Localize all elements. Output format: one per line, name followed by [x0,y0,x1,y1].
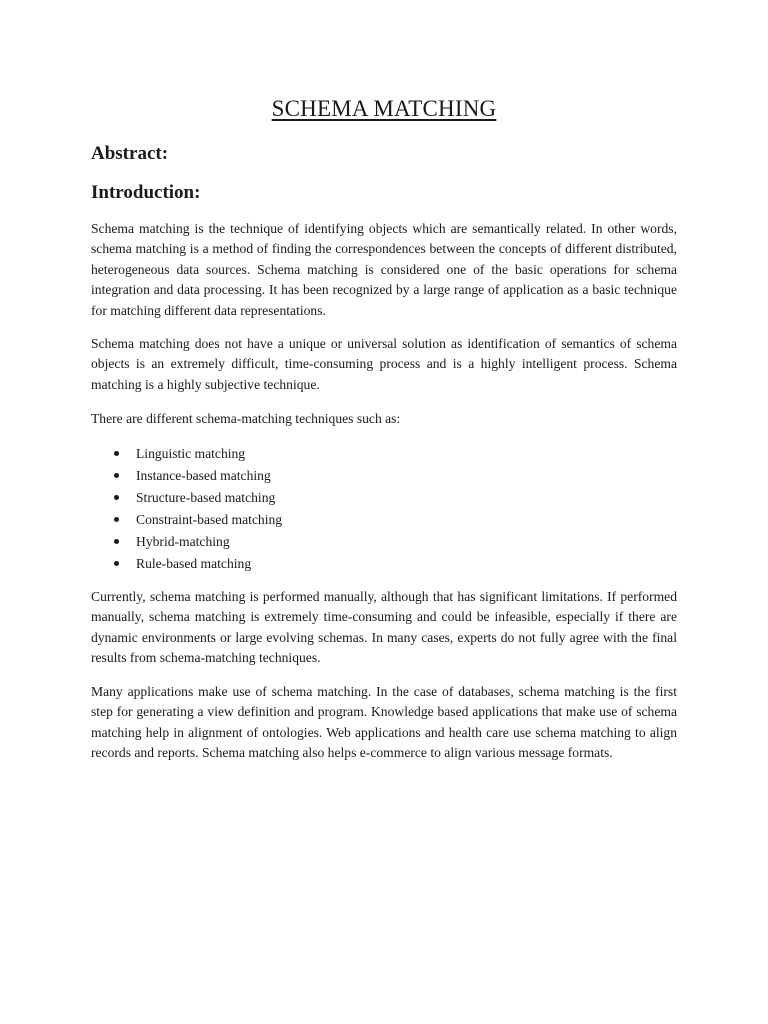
document-title: SCHEMA MATCHING [271,96,497,121]
list-item-text: Structure-based matching [136,489,276,505]
list-item-text: Hybrid-matching [136,533,230,549]
list-item [91,443,677,465]
bullet-icon [114,473,119,478]
list-item [91,531,677,553]
limitations-paragraph: Currently, schema matching is performed manually, although that has significant limitations. If performed manually, schema matching is extremely time-consuming and could be infeasible, especially if there are dynamic environments or large evolving schemas. In many cases, experts do not fully agree with the final results from schema-matching techniques. [91,589,677,666]
techniques-list [91,443,677,574]
list-item [91,487,677,509]
bullet-icon [114,495,119,500]
introduction-heading: Introduction: [91,182,201,203]
intro-paragraph-2: Schema matching does not have a unique or universal solution as identification of semantics of schema objects is an extremely difficult, time-consuming process and is a highly intelligent process. Schema matching is a highly subjective technique. [91,336,677,392]
list-item-text: Constraint-based matching [136,511,283,527]
techniques-lead-in: There are different schema-matching techniques such as: [91,411,401,426]
list-item [91,553,677,575]
list-item-text: Rule-based matching [136,555,252,571]
bullet-icon [114,517,119,522]
abstract-heading: Abstract: [91,143,169,164]
bullet-icon [114,561,119,566]
list-item-text: Instance-based matching [136,467,271,483]
applications-paragraph: Many applications make use of schema matching. In the case of databases, schema matching is the first step for generating a view definition and program. Knowledge based applications that make use of schema matching help in alignment of ontologies. Web applications and health care use schema matching to align records and reports. Schema matching also helps e-commerce to align various message formats. [91,684,677,761]
intro-paragraph-1: Schema matching is the technique of identifying objects which are semantically related. In other words, schema matching is a method of finding the correspondences between the concepts of different distributed, heterogeneous data sources. Schema matching is considered one of the basic operations for schema integration and data processing. It has been recognized by a large range of application as a basic technique for matching different data representations. [91,221,677,318]
bullet-icon [114,539,119,544]
list-item [91,465,677,487]
bullet-icon [114,451,119,456]
list-item [91,509,677,531]
list-item-text: Linguistic matching [136,446,246,461]
